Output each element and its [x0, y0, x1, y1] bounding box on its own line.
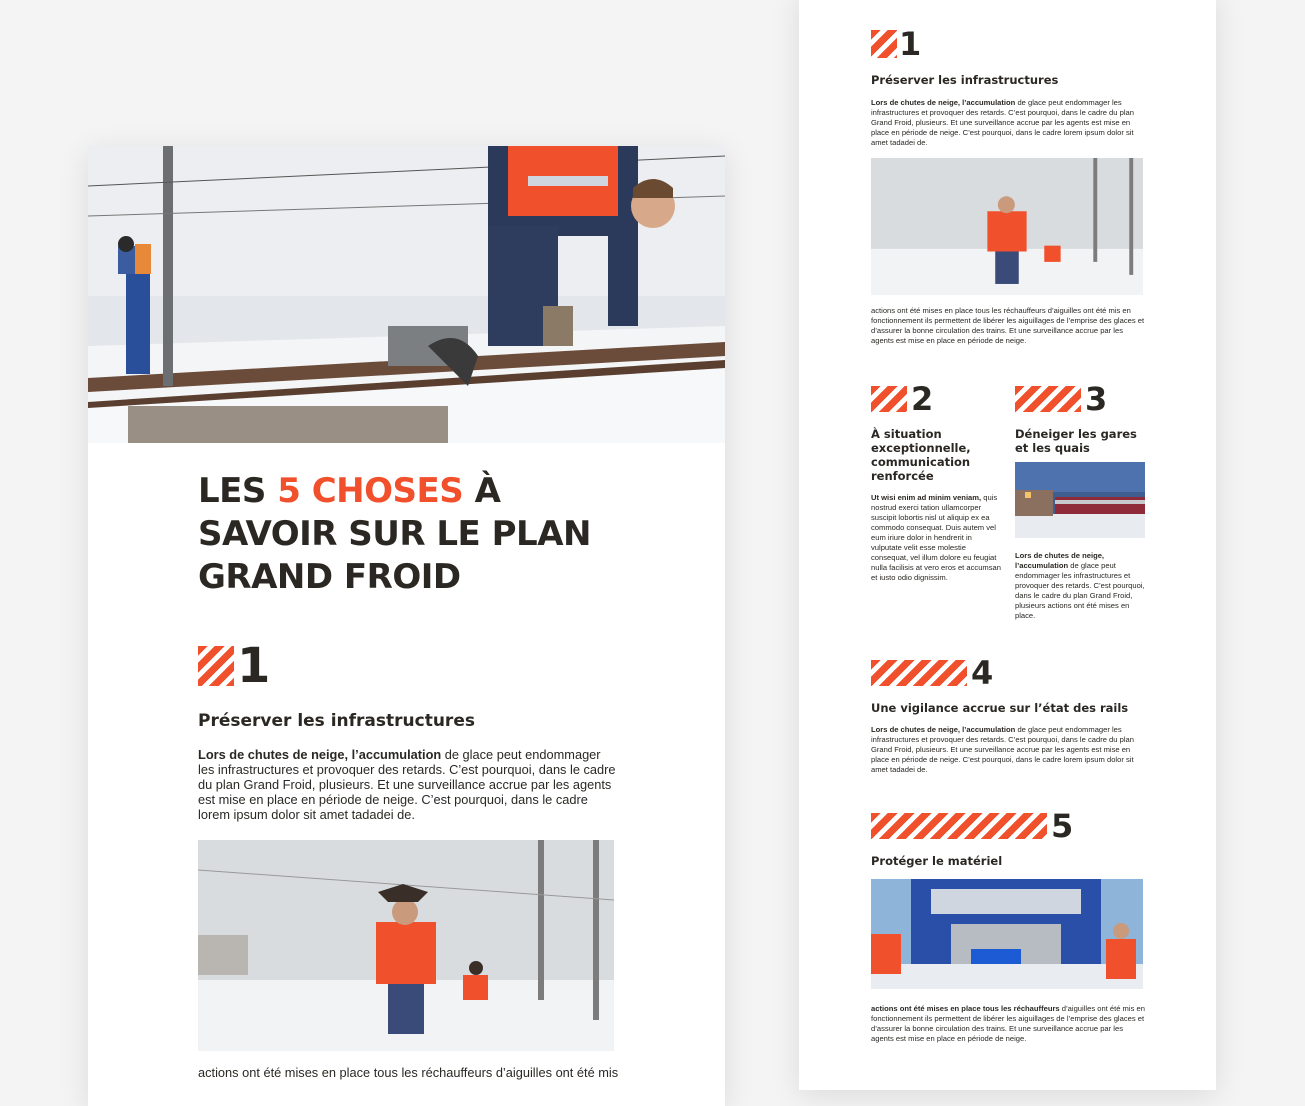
section-3-body: Lors de chutes de neige, l’accumulation de glace peut endommager les infrastructures et provoquer des retards. C’est pourquoi, dans le cadre du plan Grand Froid, plusieurs actions ont été mises en place.	[1015, 551, 1145, 620]
section-2-body: Ut wisi enim ad minim veniam, quis nostrud exerci tation ullamcorper suscipit lobortis nisl ut aliquip ex ea commodo consequat. Duis autem vel eum iriure dolor in hendrerit in vulputate velit esse molestie consequat, vel illum dolore eu feugiat nulla facilisis at vero eros et accumsan et iusto odio dignissim.	[871, 493, 1001, 582]
photo-workers-walking-snow	[871, 158, 1143, 295]
section-5-body: actions ont été mises en place tous les réchauffeurs d’aiguilles ont été mis en fonctionnement ils permettent de libérer les aiguillages de l’emprise des glaces et d’assurer la bonne circulation des trains. Et une surveillance accrue par les agents est mise en place en période de neige.	[871, 1004, 1145, 1043]
section-number-2: 2	[871, 383, 933, 415]
title-highlight: 5 CHOSES	[277, 471, 464, 511]
stripe-badge	[1015, 386, 1081, 412]
section-number-1: 1	[871, 28, 921, 60]
photo-workers-de-icing-train	[871, 879, 1143, 989]
section-number-1: 1	[198, 642, 270, 690]
section-number-5: 5	[871, 810, 1073, 842]
photo-workers-walking-snow	[198, 840, 614, 1051]
section-2-heading: À situation exceptionnelle, communication renforcée	[871, 427, 971, 483]
section-3-heading: Déneiger les gares et les quais	[1015, 427, 1137, 455]
section-4-body: Lors de chutes de neige, l’accumulation de glace peut endommager les infrastructures et provoquer des retards. C’est pourquoi, dans le cadre du plan Grand Froid, plusieurs. Et une surveillance accrue par les agents est mise en place en période de neige. C’est pourquoi, dans le cadre lorem ipsum dolor sit amet tadadei de.	[871, 725, 1134, 774]
photo-train-station-night	[1015, 462, 1145, 538]
article-page-preview	[799, 0, 1216, 1090]
section-number-4: 4	[871, 657, 993, 689]
stripe-badge	[871, 813, 1047, 839]
stripe-badge	[871, 30, 897, 58]
section-4-heading: Une vigilance accrue sur l’état des rails	[871, 701, 1129, 715]
section-1-continued-text: actions ont été mises en place tous les réchauffeurs d’aiguilles ont été mis	[198, 1065, 619, 1080]
section-5-heading: Protéger le matériel	[871, 854, 1003, 868]
section-1-heading: Préserver les infrastructures	[198, 711, 475, 731]
stripe-badge	[198, 646, 234, 686]
section-1-continued-text: actions ont été mises en place tous les réchauffeurs d’aiguilles ont été mis en fonctionnement ils permettent de libérer les aiguillages de l’emprise des glaces et d’assurer la bonne circulation des trains. Et une surveillance accrue par les agents est mise en place en période de neige.	[871, 306, 1145, 345]
section-1-heading: Préserver les infrastructures	[871, 73, 1059, 87]
page-title: LES 5 CHOSES À SAVOIR SUR LE PLAN GRAND FROID	[198, 471, 591, 597]
article-page-main	[88, 146, 725, 1106]
hero-photo-workers-clearing-snow	[88, 146, 725, 443]
stripe-badge	[871, 660, 967, 686]
section-1-body: Lors de chutes de neige, l’accumulation de glace peut endommager les infrastructures et provoquer des retards. C’est pourquoi, dans le cadre du plan Grand Froid, plusieurs. Et une surveillance accrue par les agents est mise en place en période de neige. C’est pourquoi, dans le cadre lorem ipsum dolor sit amet tadadei de.	[198, 747, 616, 822]
section-1-body: Lors de chutes de neige, l’accumulation de glace peut endommager les infrastructures et provoquer des retards. C’est pourquoi, dans le cadre du plan Grand Froid, plusieurs. Et une surveillance accrue par les agents est mise en place en période de neige. C’est pourquoi, dans le cadre lorem ipsum dolor sit amet tadadei de.	[871, 98, 1134, 147]
section-number-3: 3	[1015, 383, 1107, 415]
stripe-badge	[871, 386, 907, 412]
